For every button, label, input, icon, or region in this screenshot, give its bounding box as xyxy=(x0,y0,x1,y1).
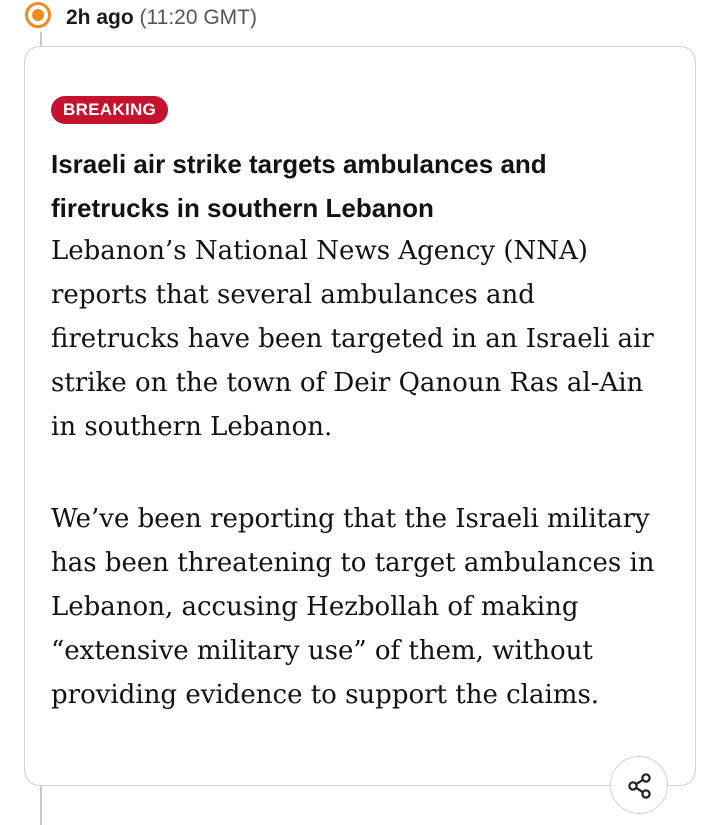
timestamp xyxy=(66,4,257,32)
time-gmt: (11:20 GMT) xyxy=(139,6,257,29)
timeline-dot-icon xyxy=(25,2,51,28)
live-post-card xyxy=(24,46,696,786)
time-ago: 2h ago xyxy=(66,6,134,29)
share-button[interactable] xyxy=(610,756,668,814)
share-icon xyxy=(625,771,655,801)
breaking-badge: BREAKING xyxy=(51,96,168,124)
post-paragraph-1: Lebanon’s National News Agency (NNA) reports that several ambulances and firetrucks have been targeted in an Israeli air strike on the town of Deir Qanoun Ras al-Ain in southern Lebanon. xyxy=(51,236,654,442)
post-paragraph-2: We’ve been reporting that the Israeli military has been threatening to target ambulances in Lebanon, accusing Hezbollah of making “extensive military use” of them, without providing evidence to support the claims. xyxy=(51,504,655,710)
timeline-dot-center xyxy=(32,9,44,21)
post-headline: Israeli air strike targets ambulances and firetrucks in southern Lebanon xyxy=(51,149,547,223)
